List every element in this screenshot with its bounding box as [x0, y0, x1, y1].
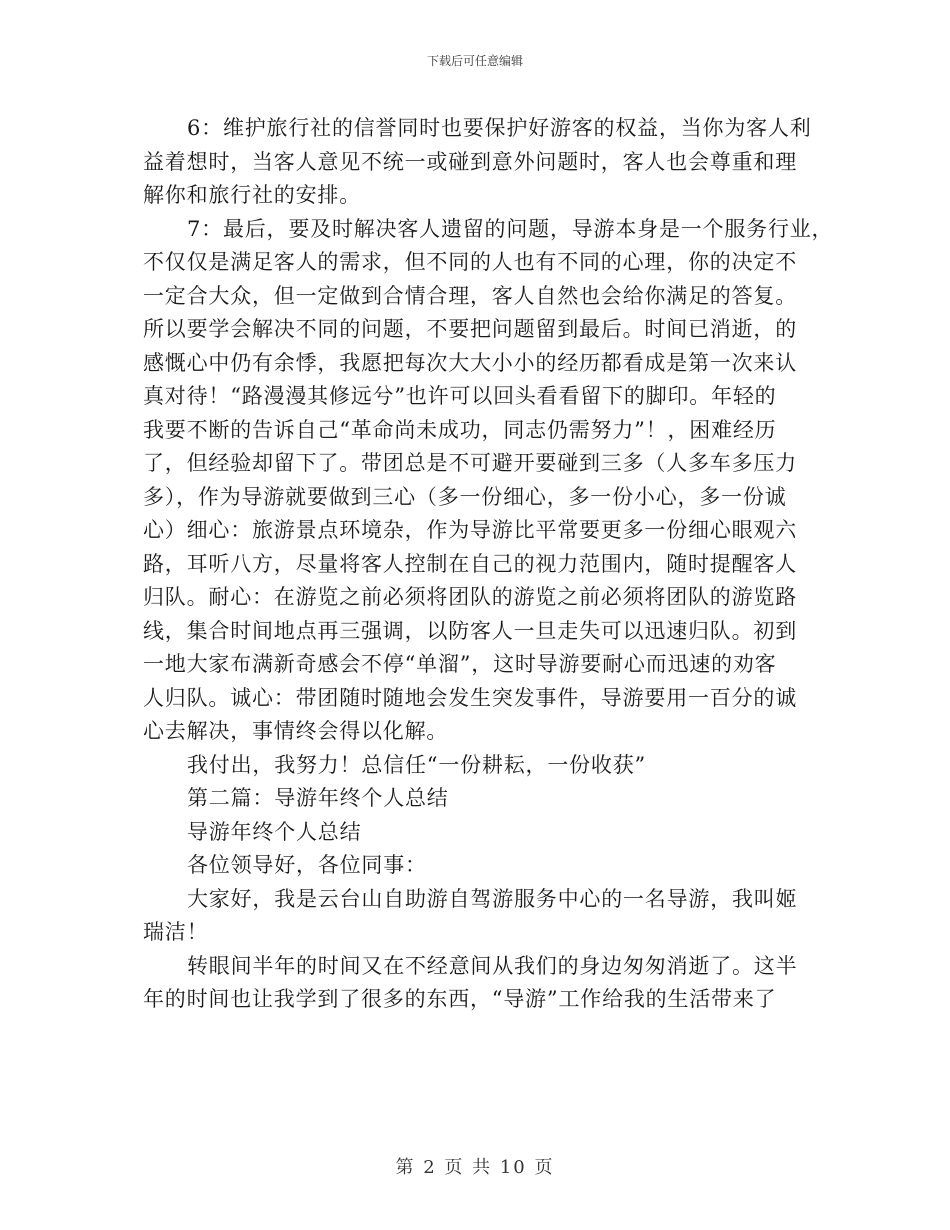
text-line: 路，耳听八方，尽量将客人控制在自己的视力范围内，随时提醒客人: [143, 551, 797, 576]
text-line: 解你和旅行社的安排。: [143, 183, 361, 207]
text-line: 一定合大众，但一定做到合情合理，客人自然也会给你满足的答复。: [143, 283, 797, 308]
text-line: 益着想时，当客人意见不统一或碰到意外问题时，客人也会尊重和理: [143, 149, 797, 174]
page-header: 下载后可任意编辑: [426, 54, 523, 68]
text-line: 多），作为导游就要做到三心（多一份细心，多一份小心，多一份诚: [143, 484, 787, 509]
text-line: 线，集合时间地点再三强调，以防客人一旦走失可以迅速归队。初到: [143, 618, 797, 643]
text-line: 不仅仅是满足客人的需求，但不同的人也有不同的心理，你的决定不: [143, 250, 797, 274]
text-line: 年的时间也让我学到了很多的东西，“导游”工作给我的生活带来了: [143, 987, 777, 1011]
text-line: 各位领导好，各位同事：: [187, 853, 427, 877]
text-line: 6：维护旅行社的信誉同时也要保护好游客的权益，当你为客人利: [187, 116, 812, 140]
text-line: 所以要学会解决不同的问题，不要把问题留到最后。时间已消逝，的: [143, 317, 797, 341]
text-line: 大家好，我是云台山自助游自驾游服务中心的一名导游，我叫姬: [187, 886, 798, 911]
document-body: [143, 112, 834, 1017]
text-line: 心去解决，事情终会得以化解。: [143, 719, 449, 743]
text-line: 真对待！“路漫漫其修远兮”也许可以回头看看留下的脚印。年轻的: [143, 384, 777, 408]
text-line: 了，但经验却留下了。带团总是不可避开要碰到三多（人多车多压力: [143, 451, 797, 475]
text-line: 感慨心中仍有余悸，我愿把每次大大小小的经历都看成是第一次来认: [143, 350, 797, 375]
page-footer: 第 2 页 共 10 页: [395, 1157, 555, 1178]
text-line: 一地大家布满新奇感会不停“单溜”，这时导游要耐心而迅速的劝客: [143, 652, 777, 676]
text-line: 第二篇：导游年终个人总结: [187, 786, 449, 810]
text-line: 归队。耐心：在游览之前必须将团队的游览之前必须将团队的游览路: [143, 585, 797, 609]
text-line: 我要不断的告诉自己“革命尚未成功，同志仍需努力”！，困难经历: [143, 417, 777, 442]
text-line: 心）细心：旅游景点环境杂，作为导游比平常要更多一份细心眼观六: [143, 518, 797, 542]
text-line: 人归队。诚心：带团随时随地会发生突发事件，导游要用一百分的诚: [143, 685, 797, 710]
text-line: 瑞洁！: [143, 920, 209, 944]
text-line: 转眼间半年的时间又在不经意间从我们的身边匆匆消逝了。这半: [187, 953, 798, 978]
text-line: 导游年终个人总结: [187, 819, 362, 844]
text-line: 7：最后，要及时解决客人遗留的问题，导游本身是一个服务行业，: [187, 216, 834, 241]
text-line: 我付出，我努力！总信任“一份耕耘，一份收获”: [187, 752, 647, 777]
